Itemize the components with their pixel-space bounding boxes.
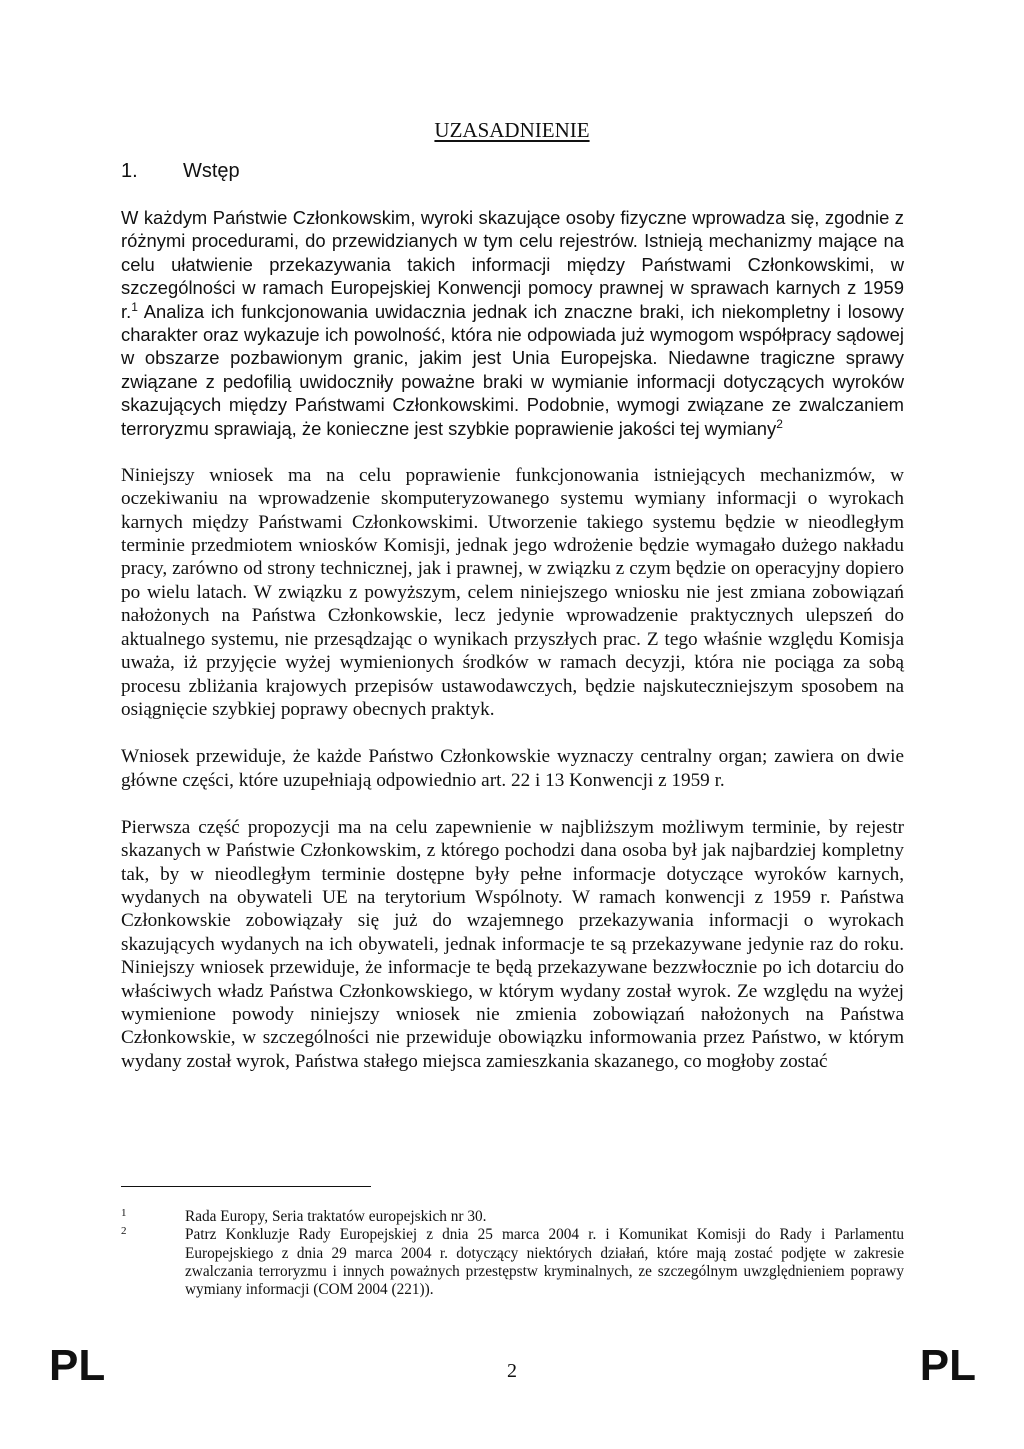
footnote-separator — [121, 1186, 371, 1187]
section-number: 1. — [121, 160, 138, 182]
footnote-ref-1[interactable]: 1 — [131, 299, 138, 314]
footnotes — [121, 1208, 904, 1299]
document-body — [121, 206, 904, 1097]
footnote-ref-2[interactable]: 2 — [776, 416, 783, 431]
section-heading — [121, 160, 240, 183]
page-number: 2 — [507, 1360, 517, 1382]
footnote-text: Rada Europy, Seria traktatów europejskich nr 30. — [185, 1208, 487, 1225]
paragraph-first-part: Pierwsza część propozycji ma na celu zapewnienie w najbliższym możliwym terminie, by rejestr skazanych w Państwie Członkowskim, z którego pochodzi dana osoba był jak najbardziej kompletny tak, by w nieodległym terminie dostępne były pełne informacje dotyczące wyroków karnych, wydanych na obywateli UE na terytorium Wspólnoty. W ramach konwencji z 1959 r. Państwa Członkowskie zobowiązały się już do wzajemnego przekazywania informacji o wyrokach skazujących wydanych na ich obywateli, jednak informacje te są przekazywane jedynie raz do roku. Niniejszy wniosek przewiduje, że informacje te będą przekazywane bezzwłocznie po ich dotarciu do właściwych władz Państwa Członkowskiego, w którym wydany został wyrok. Ze względu na wyżej wymienione powody niniejszy wniosek nie zmienia zobowiązań nałożonych na Państwa Członkowskie, w szczególności nie przewiduje obowiązku informowania przez Państwo, w którym wydany został wyrok, Państwa stałego miejsca zamieszkania skazanego, co mogłoby zostać — [121, 816, 904, 1072]
footer-language-left: PL — [49, 1341, 106, 1390]
document-title: UZASADNIENIE — [434, 118, 590, 142]
footnote-number: 2 — [121, 1225, 127, 1238]
footnote-number: 1 — [121, 1207, 127, 1219]
footer-language-right: PL — [919, 1341, 976, 1390]
paragraph-intro-text-b: Analiza ich funkcjonowania uwidacznia jednak ich znaczne braki, ich niekompletny i losowy charakter oraz wykazuje ich powolność, która nie odpowiada już wymogom współpracy sądowej w obszarze pozbawionym granic, jakim jest Unia Europejska. Niedawne tragiczne sprawy związane z pedofilią uwidoczniły poważne braki w wymianie informacji dotyczących wyroków skazujących między Państwami Członkowskimi. Podobnie, wymogi związane ze zwalczaniem terroryzmu sprawiają, że konieczne jest szybkie poprawienie jakości tej wymiany — [121, 300, 904, 439]
paragraph-proposal-purpose: Niniejszy wniosek ma na celu poprawienie funkcjonowania istniejących mechanizmów, w oczekiwaniu na wprowadzenie skomputeryzowanego systemu wymiany informacji o wyrokach karnych między Państwami Członkowskimi. Utworzenie takiego systemu będzie w nieodległym terminie przedmiotem wniosków Komisji, jednak jego wdrożenie będzie wymagało dużego nakładu pracy, zarówno od strony technicznej, jak i prawnej, w związku z czym będzie on operacyjny dopiero po wielu latach. W związku z powyższym, celem niniejszego wniosku nie jest zmiana zobowiązań nałożonych na Państwa Członkowskie, lecz jedynie wprowadzenie praktycznych ulepszeń do aktualnego systemu, nie przesądzając o wynikach przyszłych prac. Z tego właśnie względu Komisja uważa, iż przyjęcie wyżej wymienionych środków w ramach decyzji, która nie pociąga za sobą procesu zbliżania krajowych przepisów ustawodawczych, będzie najskuteczniejszym sposobem na osiągnięcie szybkiej poprawy obecnych praktyk. — [121, 464, 904, 720]
footnote-2 — [121, 1226, 904, 1299]
footnote-text: Patrz Konkluzje Rady Europejskiej z dnia 25 marca 2004 r. i Komunikat Komisji do Rady i Parlamentu Europejskiego z dnia 29 marca 2004 r. dotyczący niektórych działań, które mają zostać podjęte w zakresie zwalczania terroryzmu i innych poważnych przestępstw kryminalnych, ze szczególnym uwzględnieniem poprawy wymiany informacji (COM 2004 (221)). — [185, 1226, 904, 1299]
section-title: Wstęp — [183, 160, 240, 182]
paragraph-central-authority: Wniosek przewiduje, że każde Państwo Członkowskie wyznaczy centralny organ; zawiera on dwie główne części, które uzupełniają odpowiednio art. 22 i 13 Konwencji z 1959 r. — [121, 746, 904, 791]
footnote-1 — [121, 1208, 904, 1226]
paragraph-intro — [121, 206, 904, 440]
paragraph-intro-text-a: W każdym Państwie Członkowskim, wyroki skazujące osoby fizyczne wprowadza się, zgodnie z różnymi procedurami, do przewidzianych w tym celu rejestrów. Istnieją mechanizmy mające na celu ułatwienie przekazywania takich informacji między Państwami Członkowskimi, w szczególności w ramach Europejskiej Konwencji pomocy prawnej w sprawach karnych z 1959 r. — [121, 207, 904, 322]
